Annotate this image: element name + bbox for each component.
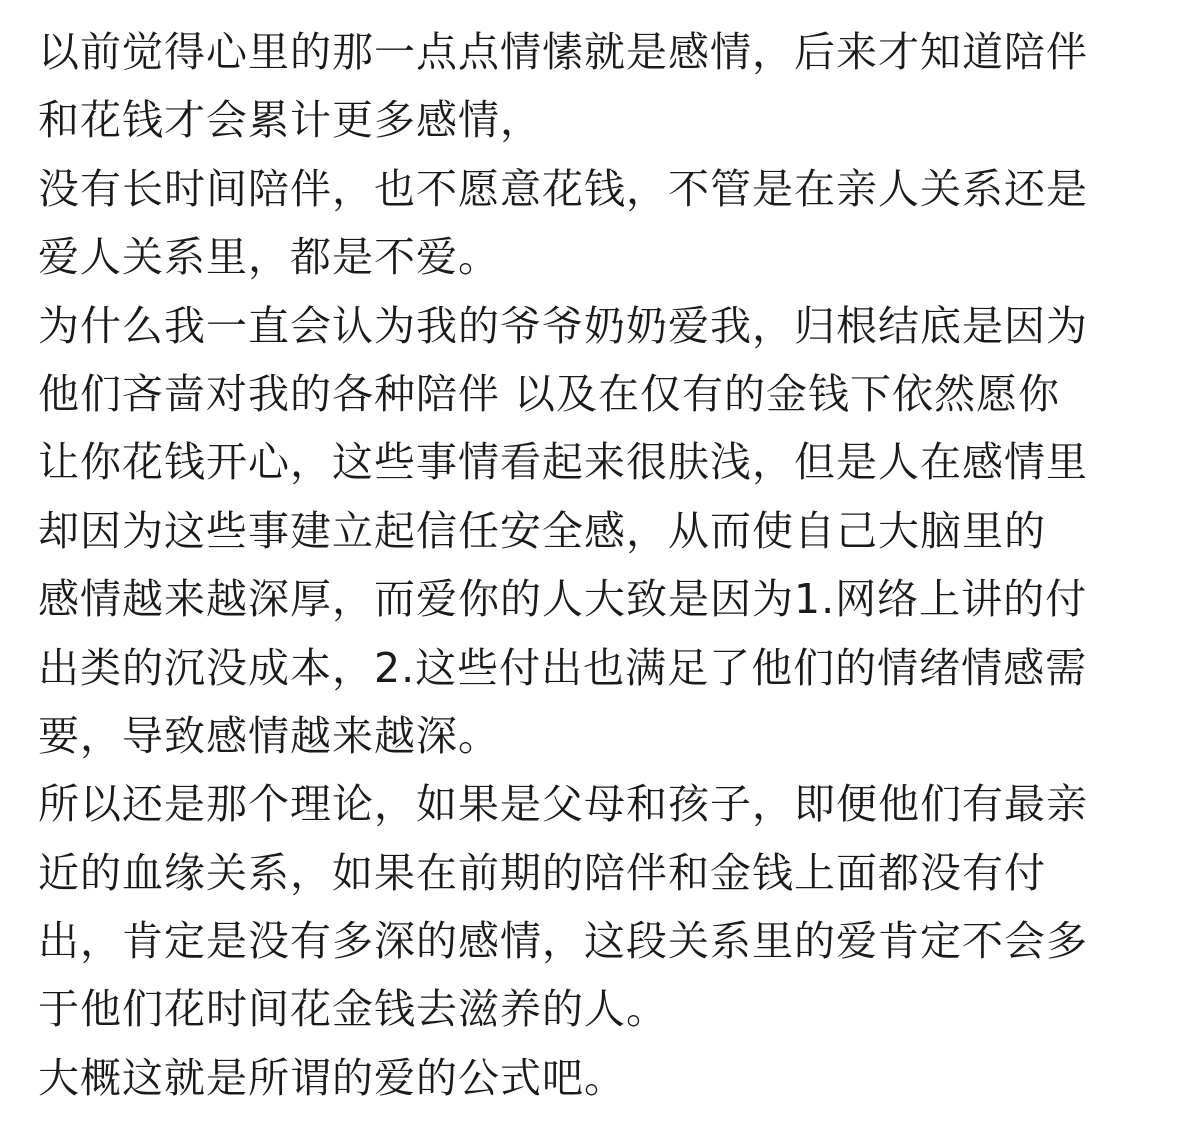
text-line: 感情越来越深厚，而爱你的人大致是因为1.网络上讲的付	[38, 575, 1088, 624]
text-line: 近的血缘关系，如果在前期的陪伴和金钱上面都没有付	[38, 848, 1046, 897]
text-line: 让你花钱开心，这些事情看起来很肤浅，但是人在感情里	[38, 438, 1088, 487]
text-line: 以前觉得心里的那一点点情愫就是感情，后来才知道陪伴	[38, 28, 1088, 76]
text-line: 没有长时间陪伴，也不愿意花钱，不管是在亲人关系还是	[38, 164, 1088, 213]
text-line: 他们吝啬对我的各种陪伴 以及在仅有的金钱下依然愿你	[38, 369, 1061, 418]
text-line: 为什么我一直会认为我的爷爷奶奶爱我，归根结底是因为	[38, 301, 1088, 350]
text-line: 要，导致感情越来越深。	[38, 711, 500, 760]
text-line: 爱人关系里，都是不爱。	[38, 233, 500, 282]
text-line: 出类的沉没成本，2.这些付出也满足了他们的情绪情感需	[38, 643, 1088, 692]
text-line: 所以还是那个理论，如果是父母和孩子，即便他们有最亲	[38, 780, 1088, 829]
text-line: 大概这就是所谓的爱的公式吧。	[38, 1053, 626, 1102]
text-line: 和花钱才会累计更多感情，	[38, 96, 542, 145]
text-line: 出，肯定是没有多深的感情，这段关系里的爱肯定不会多	[38, 917, 1088, 966]
text-line: 于他们花时间花金钱去滋养的人。	[38, 985, 668, 1034]
text-line: 却因为这些事建立起信任安全感，从而使自己大脑里的	[38, 506, 1046, 555]
